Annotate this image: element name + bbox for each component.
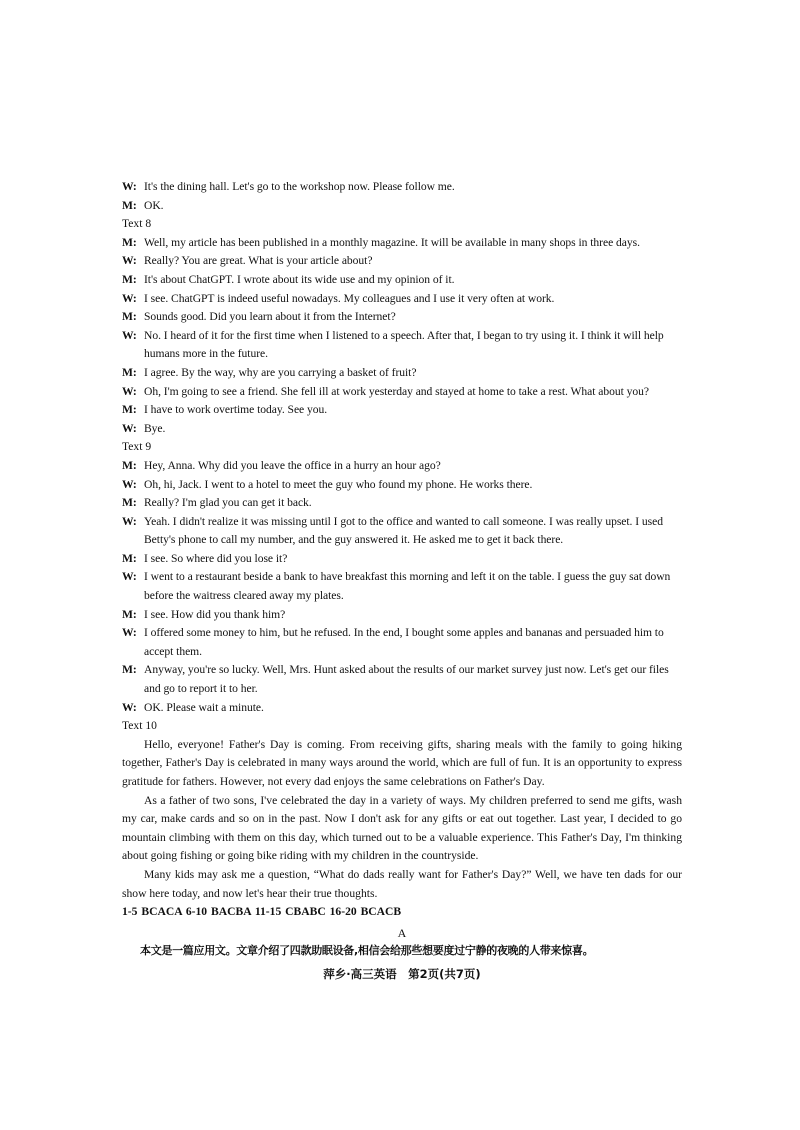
dialogue-line	[122, 420, 682, 439]
section-a-note: 本文是一篇应用文。文章介绍了四款助眠设备,相信会给那些想要度过宁静的夜晚的人带来惊喜。	[140, 943, 594, 957]
dialogue-text: Oh, hi, Jack. I went to a hotel to meet the guy who found my phone. He works there.	[144, 477, 533, 491]
dialogue-line	[122, 252, 682, 271]
speaker-label: W:	[122, 514, 137, 528]
dialogue-text: I see. How did you thank him?	[144, 607, 286, 621]
dialogue-text: It's the dining hall. Let's go to the workshop now. Please follow me.	[144, 180, 455, 193]
speaker-label: W:	[122, 421, 137, 435]
dialogue-line	[122, 234, 682, 253]
speaker-label: W:	[122, 180, 137, 193]
speaker-label: W:	[122, 384, 137, 398]
speaker-label: M:	[122, 496, 137, 510]
text10-paragraph: Many kids may ask me a question, “What do dads really want for Father's Day?” Well, we have ten dads for our show here today, and now let's hear their true thoughts.	[122, 867, 682, 900]
speaker-label: M:	[122, 198, 137, 212]
dialogue-line	[122, 308, 682, 327]
dialogue-before-text8	[122, 178, 682, 215]
dialogue-line	[122, 197, 682, 216]
dialogue-line	[122, 401, 682, 420]
section-a-label: A	[397, 925, 407, 940]
dialogue-text: OK.	[144, 198, 164, 212]
text10-title: Text 10	[122, 719, 157, 733]
text9-title: Text 9	[122, 440, 152, 454]
dialogue-text: I agree. By the way, why are you carrying a basket of fruit?	[144, 365, 417, 379]
dialogue-line	[122, 513, 682, 550]
dialogue-text: Sounds good. Did you learn about it from the Internet?	[144, 310, 396, 324]
text9-section	[122, 438, 682, 717]
speaker-label: M:	[122, 365, 137, 379]
dialogue-text: I went to a restaurant beside a bank to have breakfast this morning and left it on the table. I guess the guy sat down before the waitress cleared away my plates.	[144, 570, 671, 603]
speaker-label: W:	[122, 626, 137, 640]
dialogue-line	[122, 364, 682, 383]
speaker-label: W:	[122, 700, 137, 714]
speaker-label: M:	[122, 403, 137, 417]
dialogue-line	[122, 550, 682, 569]
dialogue-text: Yeah. I didn't realize it was missing until I got to the office and wanted to call someone. I was really upset. I used Betty's phone to call my number, and the guy answered it. He asked me to get it back there.	[144, 514, 663, 547]
dialogue-line	[122, 476, 682, 495]
speaker-label: W:	[122, 570, 137, 584]
dialogue-line	[122, 457, 682, 476]
dialogue-text: OK. Please wait a minute.	[144, 700, 264, 714]
dialogue-line	[122, 327, 682, 364]
dialogue-line	[122, 383, 682, 402]
dialogue-line	[122, 290, 682, 309]
speaker-label: M:	[122, 310, 137, 324]
speaker-label: M:	[122, 272, 137, 286]
dialogue-line	[122, 494, 682, 513]
dialogue-line	[122, 661, 682, 698]
dialogue-text: Hey, Anna. Why did you leave the office in a hurry an hour ago?	[144, 458, 441, 472]
dialogue-text: Well, my article has been published in a monthly magazine. It will be available in many shops in three days.	[144, 235, 640, 249]
speaker-label: W:	[122, 328, 137, 342]
dialogue-text: Oh, I'm going to see a friend. She fell ill at work yesterday and stayed at home to take a rest. What about you?	[144, 384, 649, 398]
dialogue-text: Bye.	[144, 421, 166, 435]
dialogue-text: Really? I'm glad you can get it back.	[144, 496, 312, 510]
speaker-label: M:	[122, 458, 137, 472]
page-content	[122, 178, 682, 984]
dialogue-text: I have to work overtime today. See you.	[144, 403, 328, 417]
speaker-label: W:	[122, 291, 137, 305]
dialogue-text: Anyway, you're so lucky. Well, Mrs. Hunt asked about the results of our market survey just now. Let's get our files and go to report it to her.	[144, 663, 669, 696]
dialogue-text: Really? You are great. What is your article about?	[144, 254, 373, 268]
text10-paragraph: As a father of two sons, I've celebrated the day in a variety of ways. My children preferred to send me gifts, wash my car, make cards and so on in the past. Now I don't ask for any gifts or eat out together. Last year, I decided to go mountain climbing with them on this day, which turned out to be a valuable experience. This Father's Day, I'm thinking about going fishing or going bike riding with my children in the countryside.	[122, 793, 682, 863]
speaker-label: M:	[122, 235, 137, 249]
answer-key: 1-5 BCACA 6-10 BACBA 11-15 CBABC 16-20 BCACB	[122, 905, 402, 919]
text8-title: Text 8	[122, 217, 152, 231]
text8-section	[122, 215, 682, 438]
speaker-label: M:	[122, 551, 137, 565]
text10-paragraph: Hello, everyone! Father's Day is coming. From receiving gifts, sharing meals with the family to going hiking together, Father's Day is celebrated in many ways around the world, which are full of fun. It is an opportunity to express gratitude for fathers. However, not every dad enjoys the same celebrations on Father's Day.	[122, 737, 682, 788]
dialogue-text: I see. So where did you lose it?	[144, 551, 288, 565]
speaker-label: M:	[122, 663, 137, 677]
dialogue-line	[122, 568, 682, 605]
dialogue-line	[122, 271, 682, 290]
speaker-label: M:	[122, 607, 137, 621]
speaker-label: W:	[122, 254, 137, 268]
text10-section	[122, 717, 682, 903]
dialogue-text: No. I heard of it for the first time when I listened to a speech. After that, I began to try using it. I think it will help humans more in the future.	[144, 328, 664, 361]
dialogue-line	[122, 606, 682, 625]
dialogue-text: I offered some money to him, but he refused. In the end, I bought some apples and bananas and persuaded him to accept them.	[144, 626, 664, 658]
page-footer: 萍乡·高三英语 第2页(共7页)	[323, 966, 481, 981]
dialogue-line	[122, 178, 682, 197]
dialogue-text: I see. ChatGPT is indeed useful nowadays. My colleagues and I use it very often at work.	[144, 291, 555, 305]
dialogue-line	[122, 624, 682, 661]
dialogue-line	[122, 699, 682, 718]
speaker-label: W:	[122, 477, 137, 491]
dialogue-text: It's about ChatGPT. I wrote about its wide use and my opinion of it.	[144, 272, 455, 286]
